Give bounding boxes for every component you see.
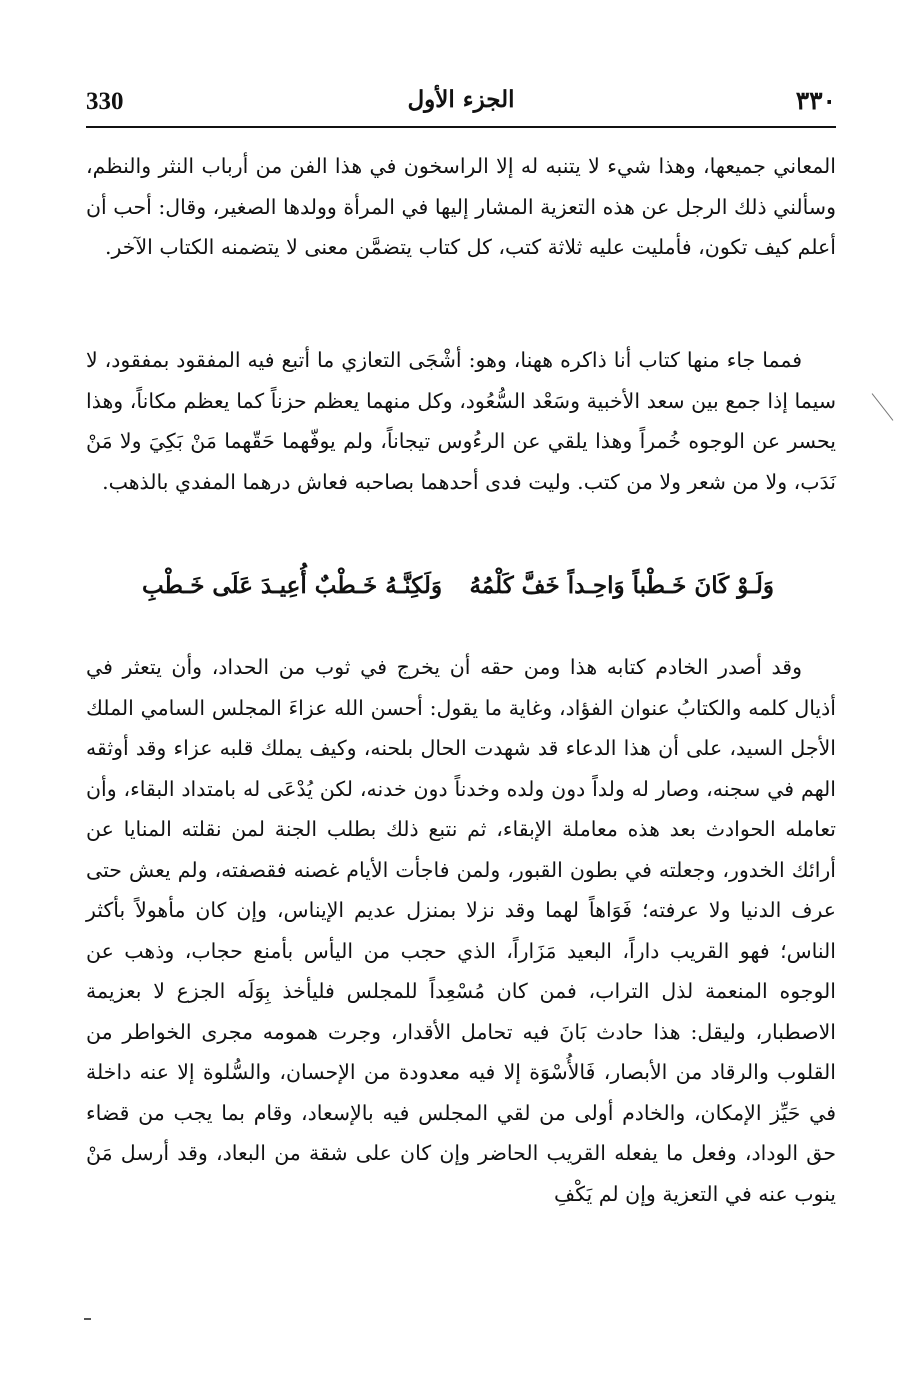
scan-mark [84, 1318, 91, 1320]
poetry-verse [86, 572, 836, 618]
running-title: الجزء الأول [407, 86, 515, 113]
page-header [86, 82, 836, 128]
scan-mark [872, 393, 894, 420]
paragraph-text: فمما جاء منها كتاب أنا ذاكره ههنا، وهو: أشْجَى التعازي ما أتبع فيه المفقود بمفقود، لا سيما إذا جمع بين سعد الأخبية وسَعْد السُّعُود، وكل منهما يعظم حزناً كما يعظم مكاناً، وهذا يحسر عن الوجوه خُمراً وهذا يلقي عن الرءُوس تيجاناً، ولم يوفّهما حَقّهما مَنْ بَكِيَ ولا مَنْ نَدَب، ولا من شعر ولا من كتب. وليت فدى أحدهما بصاحبه فعاش درهما المفدي بالذهب. [86, 348, 836, 494]
paragraph-text: وقد أصدر الخادم كتابه هذا ومن حقه أن يخرج في ثوب من الحداد، وأن يتعثر في أذيال كلمه والكتابُ عنوان الفؤاد، وغاية ما يقول: أحسن الله عزاءَ المجلس السامي الملك الأجل السيد، على أن هذا الدعاء قد شهدت الحال بلحنه، وكيف يملك قلبه عزاء وقد أوثقه الهم في سجنه، وصار له ولداً دون ولده وخدناً دون خدنه، لكن يُدْعَى له بامتداد البقاء، وأن تعامله الحوادث بعد هذه معاملة الإبقاء، ثم نتبع ذلك بطلب الجنة لمن نقلته المنايا عن أرائك الخدور، وجعلته في بطون القبور، ولمن فاجأت الأيام غصنه فقصفته، ولم يعش حتى عرف الدنيا ولا عرفته؛ فَوَاهاً لهما وقد نزلا بمنزل عديم الإيناس، وإن كان مأهولاً بأكثر الناس؛ فهو القريب داراً، البعيد مَزَاراً، الذي حجب من اليأس بأمنع حجاب، وذهب عن الوجوه المنعمة لذل التراب، فمن كان مُسْعِداً للمجلس فليأخذ بِوَلَه الجزع لا بعزيمة الاصطبار، وليقل: هذا حادث بَانَ فيه تحامل الأقدار، وجرت همومه مجرى الخواطر من القلوب والرقاد من الأبصار، فَالأُسْوَة إلا فيه معدودة من الإحسان، والسُّلوة إلا عنه داخلة في حَيِّز الإمكان، والخادم أولى من لقي المجلس فيه بالإسعاد، وقام بما يجب من قضاء حق الوداد، وفعل ما يفعله القريب الحاضر وإن كان على شقة من البعاد، وقد أرسل مَنْ ينوب عنه في التعزية وإن لم يَكْفِ [86, 655, 836, 1206]
paragraph-text: المعاني جميعها، وهذا شيء لا يتنبه له إلا الراسخون في هذا الفن من أرباب النثر والنظم، وسألني ذلك الرجل عن هذه التعزية المشار إليها في المرأة وولدها الصغير، وقال: أحب أن أعلم كيف تكون، فأمليت عليه ثلاثة كتب، كل كتاب يتضمَّن معنى لا يتضمنه الكتاب الآخر. [86, 154, 836, 259]
paragraph-3 [86, 647, 836, 1214]
verse-second-hemistich: وَلَكِنَّـهُ خَـطْبٌ أُعِيـدَ عَلَى خَـطْبِ [142, 572, 443, 599]
page-number-arabic: ٣٣٠ [795, 86, 836, 115]
verse-first-hemistich: وَلَـوْ كَانَ خَـطْباً وَاحِـداً خَفَّ كَلْمُهُ [469, 572, 774, 599]
page-number-latin: 330 [86, 88, 124, 115]
paragraph-2 [86, 340, 836, 502]
paragraph-1 [86, 146, 836, 268]
